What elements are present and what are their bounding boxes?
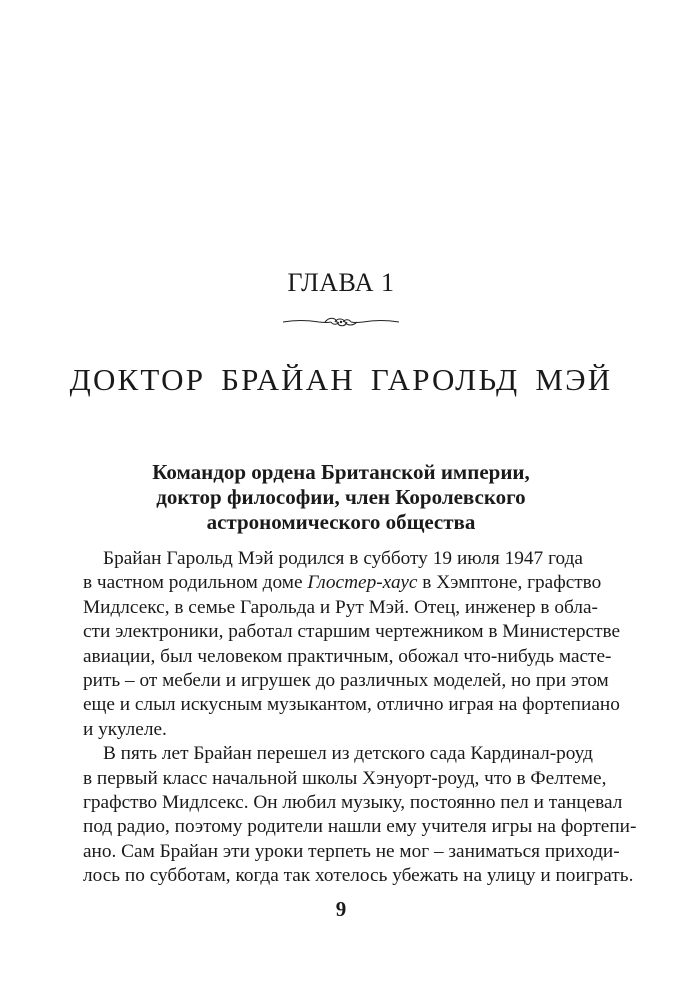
text-line: лось по субботам, когда так хотелось убежать на улицу и поиграть. <box>83 865 634 887</box>
subtitle-line: Командор ордена Британской империи, <box>152 460 530 484</box>
text-line: рить – от мебели и игрушек до различных моделей, но при этом <box>83 669 609 691</box>
text-line: Брайан Гарольд Мэй родился в субботу 19 июля 1947 года <box>103 548 583 569</box>
ornament-divider-icon <box>281 313 401 331</box>
text-line: ано. Сам Брайан эти уроки терпеть не мог – заниматься приходи- <box>83 840 620 862</box>
body-text <box>83 547 637 888</box>
chapter-title: ДОКТОР БРАЙАН ГАРОЛЬД МЭЙ <box>69 362 613 397</box>
paragraph <box>83 547 621 742</box>
paragraph <box>83 742 637 888</box>
text-line: в первый класс начальной школы Хэнуорт-роуд, что в Фелтеме, <box>83 767 607 789</box>
chapter-label: ГЛАВА 1 <box>287 268 395 297</box>
text-line: сти электроники, работал старшим чертежником в Министерстве <box>83 621 621 643</box>
text-line: под радио, поэтому родители нашли ему учителя игры на фортепи- <box>83 816 637 838</box>
chapter-subtitle <box>100 460 582 535</box>
subtitle-line: астрономического общества <box>206 510 476 534</box>
text-line: В пять лет Брайан перешел из детского сада Кардинал-роуд <box>103 743 593 765</box>
text-line: авиации, был человеком практичным, обожал что-нибудь масте- <box>83 645 612 667</box>
subtitle-line: доктор философии, член Королевского <box>156 485 526 509</box>
italic-place-name: Глостер-хаус <box>307 572 418 594</box>
text-line: и укулеле. <box>83 718 167 740</box>
text-line: в частном родильном доме Глостер-хаус в Хэмптоне, графство <box>83 572 602 594</box>
page-number: 9 <box>335 897 347 921</box>
text-line: еще и слыл искусным музыкантом, отлично играя на фортепиано <box>83 694 620 716</box>
text-line: графство Мидлсекс. Он любил музыку, постоянно пел и танцевал <box>83 791 623 813</box>
text-line: Мидлсекс, в семье Гарольда и Рут Мэй. Отец, инженер в обла- <box>83 596 598 618</box>
